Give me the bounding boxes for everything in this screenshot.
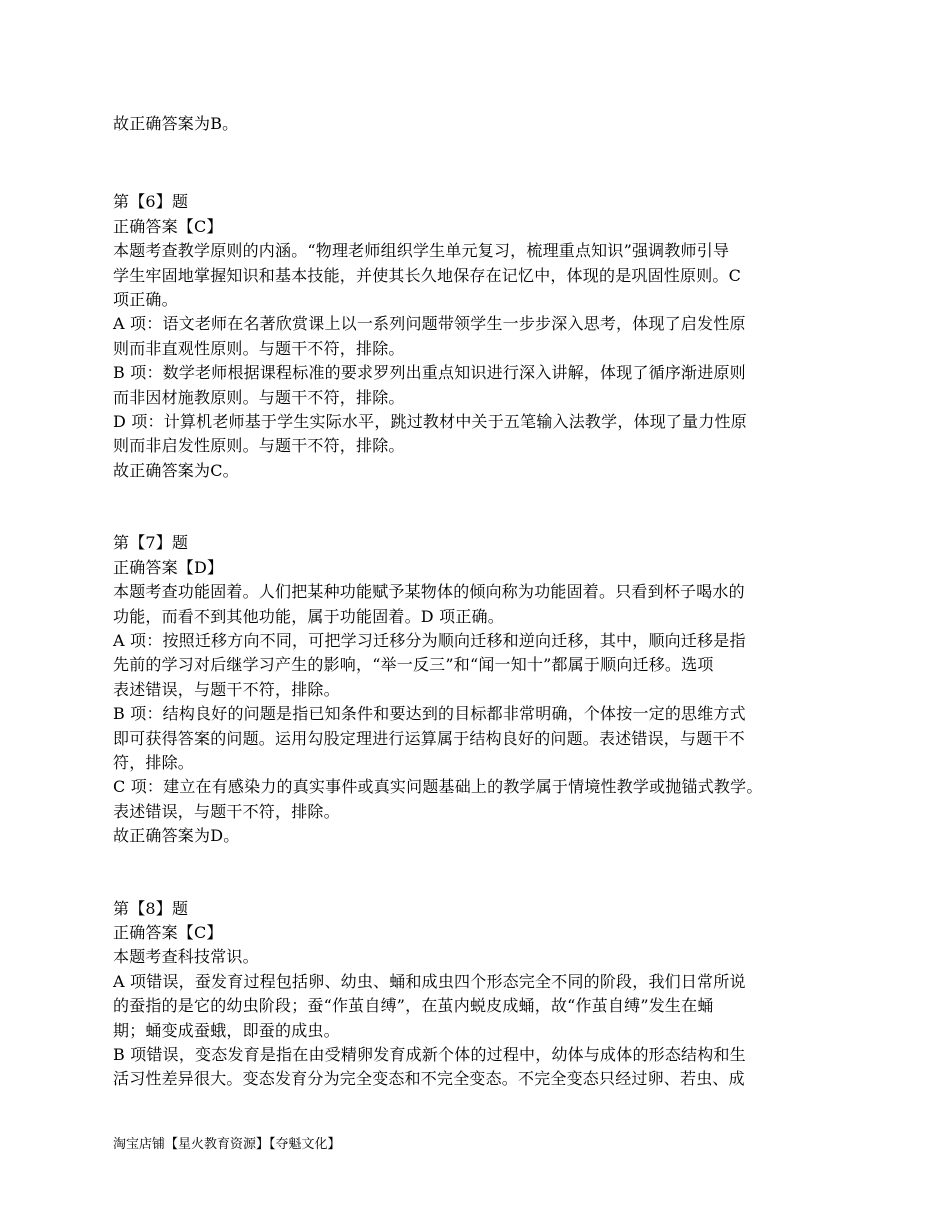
conclusion-line: 故正确答案为D。 (113, 826, 240, 846)
explanation-line: 期；蛹变成蚕蛾，即蚕的成虫。 (113, 1020, 340, 1040)
explanation-line: 表述错误，与题干不符，排除。 (113, 801, 340, 821)
explanation-line: 的蚕指的是它的幼虫阶段；蚕“作茧自缚”，在茧内蜕皮成蛹，故“作茧自缚”发生在蛹 (113, 996, 714, 1016)
question-title: 第【6】题 (113, 192, 189, 212)
page-footer: 淘宝店铺【星火教育资源】【夺魁文化】 (113, 1137, 341, 1152)
question-8 (113, 897, 845, 1092)
explanation-line: 功能，而看不到其他功能，属于功能固着。D 项正确。 (113, 606, 504, 626)
intro-conclusion: 故正确答案为B。 (113, 114, 239, 133)
explanation-line: 活习性差异很大。变态发育分为完全变态和不完全变态。不完全变态只经过卵、若虫、成 (113, 1069, 745, 1089)
explanation-line: 则而非直观性原则。与题干不符，排除。 (113, 338, 405, 358)
question-7 (113, 531, 845, 848)
question-6 (113, 190, 845, 483)
correct-answer: 正确答案【C】 (113, 922, 223, 942)
correct-answer: 正确答案【D】 (113, 557, 224, 577)
explanation-line: 本题考查教学原则的内涵。“物理老师组织学生单元复习，梳理重点知识”强调教师引导 (113, 241, 730, 261)
explanation-line: 本题考查功能固着。人们把某种功能赋予某物体的倾向称为功能固着。只看到杯子喝水的 (113, 582, 745, 602)
explanation-line: A 项：语文老师在名著欣赏课上以一系列问题带领学生一步步深入思考，体现了启发性原 (113, 314, 746, 334)
correct-answer: 正确答案【C】 (113, 216, 223, 236)
explanation-line: 本题考查科技常识。 (113, 947, 259, 967)
explanation-line: C 项：建立在有感染力的真实事件或真实问题基础上的教学属于情境性教学或抛锚式教学。 (113, 777, 763, 797)
explanation-line: 而非因材施教原则。与题干不符，排除。 (113, 387, 405, 407)
question-title: 第【7】题 (113, 533, 189, 553)
explanation-line: 项正确。 (113, 290, 178, 310)
document-body (113, 112, 845, 1092)
explanation-line: B 项错误，变态发育是指在由受精卵发育成新个体的过程中，幼体与成体的形态结构和生 (113, 1045, 746, 1064)
explanation-line: 即可获得答案的问题。运用勾股定理进行运算属于结构良好的问题。表述错误，与题干不 (113, 728, 745, 748)
explanation-line: A 项错误，蚕发育过程包括卵、幼虫、蛹和成虫四个形态完全不同的阶段，我们日常所说 (113, 971, 746, 991)
explanation-line: 学生牢固地掌握知识和基本技能，并使其长久地保存在记忆中，体现的是巩固性原则。C (113, 265, 742, 285)
conclusion-line: 故正确答案为C。 (113, 460, 239, 480)
explanation-line: B 项：结构良好的问题是指已知条件和要达到的目标都非常明确，个体按一定的思维方式 (113, 704, 746, 724)
explanation-line: B 项：数学老师根据课程标准的要求罗列出重点知识进行深入讲解，体现了循序渐进原则 (113, 363, 746, 383)
explanation-line: D 项：计算机老师基于学生实际水平，跳过教材中关于五笔输入法教学，体现了量力性原 (113, 412, 747, 432)
explanation-line: 先前的学习对后继学习产生的影响，“举一反三”和“闻一知十”都属于顺向迁移。选项 (113, 655, 714, 675)
explanation-line: A 项：按照迁移方向不同，可把学习迁移分为顺向迁移和逆向迁移，其中，顺向迁移是指 (113, 630, 746, 650)
question-title: 第【8】题 (113, 898, 189, 918)
explanation-line: 则而非启发性原则。与题干不符，排除。 (113, 436, 405, 456)
explanation-line: 表述错误，与题干不符，排除。 (113, 679, 340, 699)
explanation-line: 符，排除。 (113, 752, 195, 772)
